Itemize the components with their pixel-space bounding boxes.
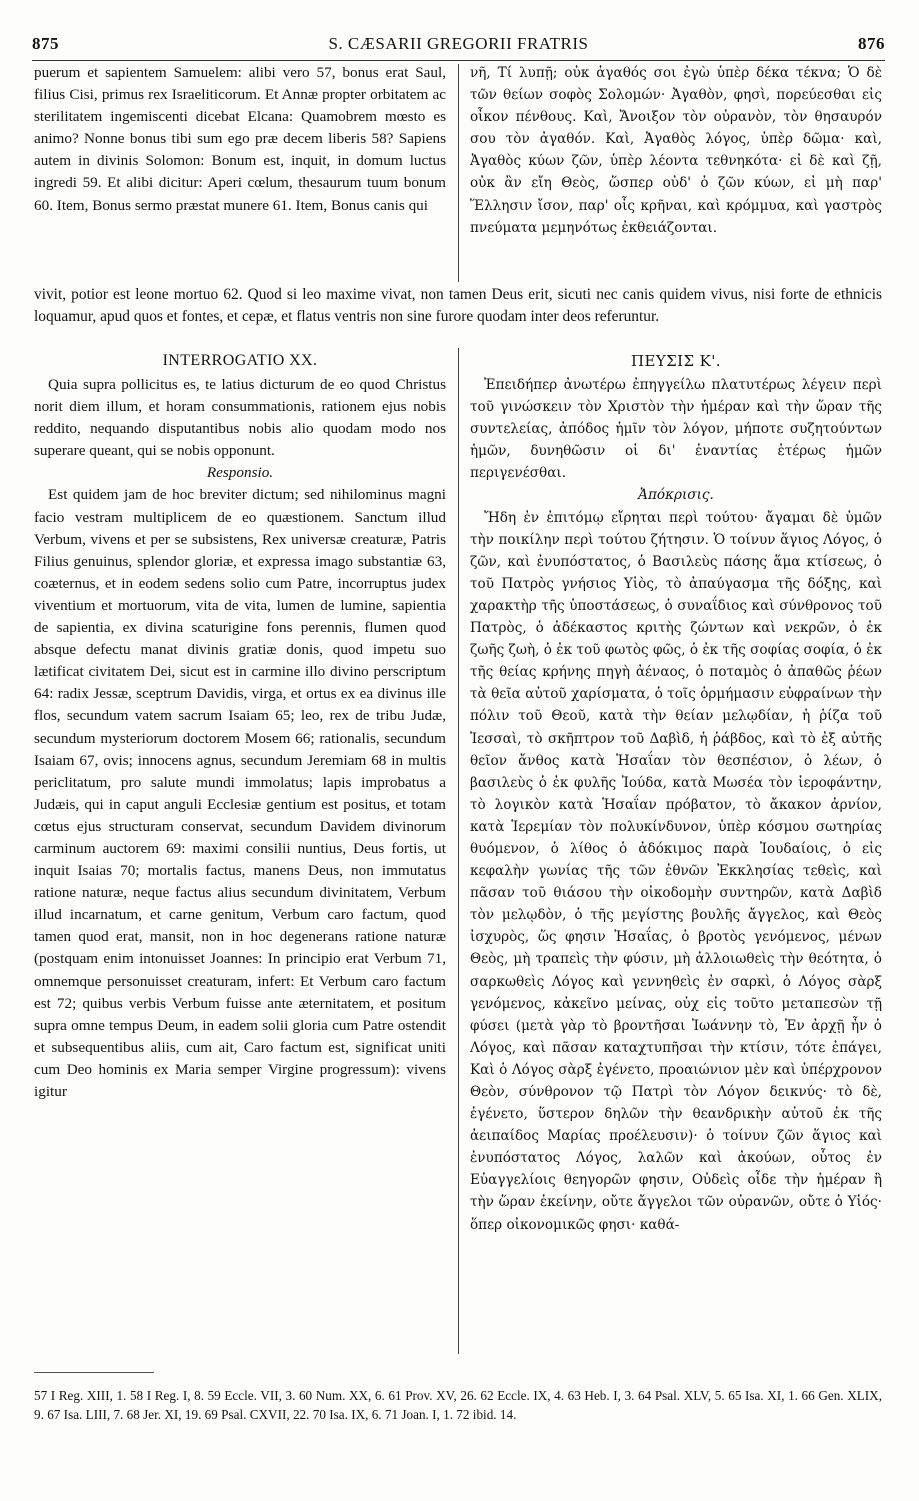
latin-answer: Est quidem jam de hoc breviter dictum; sed nihilominus magni facio vestram multiplicem de eo quæstionem. Sanctum illud Verbum, vivens et per se subsistens, Rex universæ creaturæ, Patris Filius genuinus, splendor gloriæ, et expressa imago substantiæ 63, coæternus, et in eodem sedens solio cum Patre, incorruptus judex viventium et mortuorum, vita de vita, lumen de lumine, sapientia de sapientia, ex divina scaturigine fons perennis, flumen quod absque defectu manat divinis gratiæ donis, quod impetu suo lætificat civitatem Dei, sicut est in carmine illo divino perscriptum 64: radix Jessæ, sceptrum Davidis, virga, et ortus ex ea divinus ille flos, secundum vatem sacrum Isaiam 65; leo, rex de tribu Judæ, secundum mysteriorum doctorem Mosem 66; rationalis, secundum Isaiam 67, ovis; innocens agnus, secundum Jeremiam 68 in multis periclitatum, pro salute mundi immolatus; lapis improbatus a Judæis, qui in caput anguli Ecclesiæ gentium est positus, et totam cœtus ejus structuram conservat, secundum Davidem divinorum carminum auctorem 69: maximi consilii nuntius, Deus fortis, ut inquit Isaias 70; mortalis factus, manens Deus, non immutatus ratione naturæ, neque factus alius secundum divinitatem, Verbum illud incarnatum, et carne genitum, Verbum caro factum, quod tamen quod erat, mansit, non in hoc degenerans ratione naturæ (postquam enim intonuisset Joannes: In principio erat Verbum 71, omnemque personuisset creaturam, infert: Et Verbum caro factum est 72; quibus verbis Verbum fuisse ante æternitatem, et positum supra omne tempus Deum, in eadem solii gloria cum Patre ostendit et subsequentibus aliis, cum ait, Caro factum est, significat uniti cum Deo hominis ex Maria semper Virgine progressum): vivens igitur <box>34 486 446 1100</box>
top-latin-column <box>34 62 446 217</box>
greek-apokrisis-heading: Ἀπόκρισις. <box>638 487 714 504</box>
greek-answer: Ἤδη ἐν ἐπιτόμῳ εἴρηται περὶ τούτου· ἄγαμαι δὲ ὑμῶν τὴν ποικίλην περὶ τούτου ζήτησιν. Ὁ τοίνυν ἅγιος Λόγος, ὁ ζῶν, καὶ ἐνυπόστατος, ὁ Βασιλεὺς πάσης ἅμα κτίσεως, ὁ τοῦ Πατρὸς γνήσιος Υἱὸς, τὸ ἀπαύγασμα τῆς δόξης, καὶ χαρακτὴρ τῆς ὑποστάσεως, ὁ συναΐδιος καὶ σύνθρονος τοῦ Πατρὸς, ὁ ἀδέκαστος κριτὴς ζώντων καὶ νεκρῶν, ὁ ἐκ ζωῆς ζωὴ, ὁ ἐκ τοῦ φωτὸς φῶς, ὁ ἐκ τῆς σοφίας σοφία, ὁ ἐκ τῆς θείας κρήνης πηγὴ ἀέναος, ὁ ποταμὸς ὁ ἀπαθῶς ῥέων τὰ θεῖα αὐτοῦ χαρίσματα, ὁ τοῖς ὁρμήμασιν εὐφραίνων τὴν πόλιν τοῦ Θεοῦ, κατὰ τὴν θείαν μελῳδίαν, ἡ ῥίζα τοῦ Ἰεσσαὶ, τὸ σκῆπτρον τοῦ Δαβὶδ, ἡ ῥάβδος, καὶ τὸ ἐξ αὐτῆς θεῖον ἄνθος κατὰ Ἡσαΐαν τὸν θεσπέσιον, ὁ λέων, ὁ βασιλεὺς ὁ ἐκ φυλῆς Ἰούδα, κατὰ Μωσέα τὸν ἱεροφάντην, τὸ λογικὸν κατὰ Ἡσαΐαν πρόβατον, τὸ ἄκακον ἀρνίον, κατὰ Ἱερεμίαν τὸν πολυκίνδυνον, ὑπὲρ κόσμου σωτηρίας θυόμενον, ὁ λίθος ὁ ἀδόκιμος παρὰ Ἰουδαίοις, ὁ εἰς κεφαλὴν γωνίας τῆς τῶν ἐθνῶν Ἐκκλησίας τεθεὶς, καὶ πᾶσαν τοῦ θιάσου τὴν οἰκοδομὴν συντηρῶν, κατὰ Δαβὶδ τὸν μελῳδὸν, ὁ τῆς μεγίστης βουλῆς ἄγγελος, καὶ Θεὸς ἰσχυρὸς, ὥς φησιν Ἡσαΐας, ὁ βροτὸς γενόμενος, μένων Θεὸς, μὴ τραπεὶς τὴν φύσιν, μὴ ἀλλοιωθεὶς τὴν θεότητα, ὁ σαρκωθεὶς Λόγος καὶ γεννηθεὶς ἐν σαρκὶ, ὁ Λόγος σὰρξ γενόμενος, κἀκεῖνο μείνας, οὐχ εἰς τοῦτο μεταπεσὼν τῇ φύσει (μετὰ γὰρ τὸ βροντῆσαι Ἰωάννην τὸ, Ἐν ἀρχῇ ἦν ὁ Λόγος, καὶ πᾶσαν καταχτυπῆσαι τὴν κτίσιν, τότε ἐπάγει, Καὶ ὁ Λόγος σὰρξ ἐγένετο, προαιώνιον μὲν καὶ ὑπέρχρονον Θεὸν, σύνθρονον τῷ Πατρὶ τὸν Λόγον δεικνύς· τὸ δὲ, ἐγένετο, ὕστερον δηλῶν τὴν θεανδρικὴν αὐτοῦ ἐκ τῆς ἀειπαίδος Μαρίας προέλευσιν)· ὁ τοίνυν ζῶν ἅγιος καὶ ἐνυπόστατος Λόγος, λαλῶν καὶ ἀκούων, οὗτος ἐν Εὐαγγελίοις θεηγορῶν φησιν, Οὐδεὶς οἶδε τὴν ἡμέραν ἢ τὴν ὥραν ἐκείνην, οὔτε ἄγγελοι τῶν οὐρανῶν, οὔτε ὁ Υἱός· ὅπερ οἰκονομικῶς φησι· καθά- <box>470 509 882 1233</box>
running-title: S. CÆSARII GREGORII FRATRIS <box>328 34 589 53</box>
page-number-left: 875 <box>32 34 59 53</box>
footnotes: 57 I Reg. XIII, 1. 58 I Reg. I, 8. 59 Eccle. VII, 3. 60 Num. XX, 6. 61 Prov. XV, 26. 62 Eccle. IX, 4. 63 Heb. I, 3. 64 Psal. XLV, 5. 65 Isa. XI, 1. 66 Gen. XLIX, 9. 67 Isa. LIII, 7. 68 Jer. XI, 19. 69 Psal. CXVII, 22. 70 Isa. IX, 6. 71 Joan. I, 1. 72 ibid. 14. <box>34 1388 882 1422</box>
latin-column <box>34 374 446 1103</box>
greek-column <box>470 374 882 1236</box>
top-greek-column <box>470 62 882 239</box>
latin-section-heading: INTERROGATIO XX. <box>162 352 318 369</box>
latin-question: Quia supra pollicitus es, te latius dicturum de eo quod Christus norit diem illum, et horam consummationis, rationem ejus nobis reddito, nequando disputantibus nobis alio quodam modo nos superare queant, qui se nobis opponunt. <box>34 376 446 460</box>
running-header <box>32 34 885 60</box>
top-latin-text: puerum et sapientem Samuelem: alibi vero 57, bonus erat Saul, filius Cisi, primus rex Israeliticorum. Et Annæ propter orbitatem ac sterilitatem ingemiscenti dicebat Elcana: Quamobrem mœsto es animo? Nonne bonus tibi sum ego præ decem liberis 58? Sapiens autem in divinis Solomon: Bonum est, inquit, in domum luctus ingredi 59. Et alibi dicitur: Aperi cœlum, thesaurum tuum bonum 60. Item, Bonus sermo præstat munere 61. Item, Bonus canis qui <box>34 64 446 214</box>
top-greek-text: νῆ, Τί λυπῇ; οὐκ ἀγαθός σοι ἐγὼ ὑπὲρ δέκα τέκνα; Ὁ δὲ τῶν θείων σοφὸς Σολομών· Ἀγαθὸν, φησὶ, πορεύεσθαι εἰς οἶκον πένθους. Καὶ, Ἄνοιξον τὸν οὐρανὸν, τὸν θησαυρόν σου τὸν ἀγαθόν. Καὶ, Ἀγαθὸς λόγος, ὑπὲρ δῶμα· καὶ, Ἀγαθὸς κύων ζῶν, ὑπὲρ λέοντα τεθνηκότα· εἰ δὲ καὶ ζῇ, οὐκ ἂν εἴη Θεὸς, ὥσπερ οὐδ' ὁ ζῶν κύων, εἰ μὴ παρ' Ἕλλησιν ἴσον, παρ' οἷς κρῆναι, καὶ κρόμμυα, καὶ γαστρὸς πνεύματα μεμηνότως ἐκθειάζονται. <box>470 65 882 236</box>
page-number-right: 876 <box>858 34 885 53</box>
footnote-rule <box>34 1372 154 1373</box>
spanning-latin-text: vivit, potior est leone mortuo 62. Quod si leo maxime vivat, non tamen Deus erit, sicuti nec canis quidem vivus, nisi forte de ethnicis loquamur, apud quos et fontes, et cepæ, et flatus ventris non sine furore quodam inter deos referuntur. <box>34 286 882 326</box>
latin-responsio-heading: Responsio. <box>206 464 274 482</box>
column-divider-main <box>458 348 459 1354</box>
greek-question: Ἐπειδήπερ ἀνωτέρω ἐπηγγείλω πλατυτέρως λέγειν περὶ τοῦ γινώσκειν τὸν Χριστὸν τὴν ἡμέραν καὶ τὴν ὥραν τῆς συντελείας, ἀπόδος ἡμῖν τὸν λόγον, μήποτε συζητούντων ἡμῶν, δυνηθῶσιν οἱ δι' ἐναντίας ἑτέρως ἡμῶν περιγενέσθαι. <box>470 377 882 482</box>
header-rule <box>32 60 885 61</box>
column-divider-top <box>458 64 459 282</box>
greek-section-heading: ΠΕΥΣΙΣ Κ'. <box>631 352 721 370</box>
